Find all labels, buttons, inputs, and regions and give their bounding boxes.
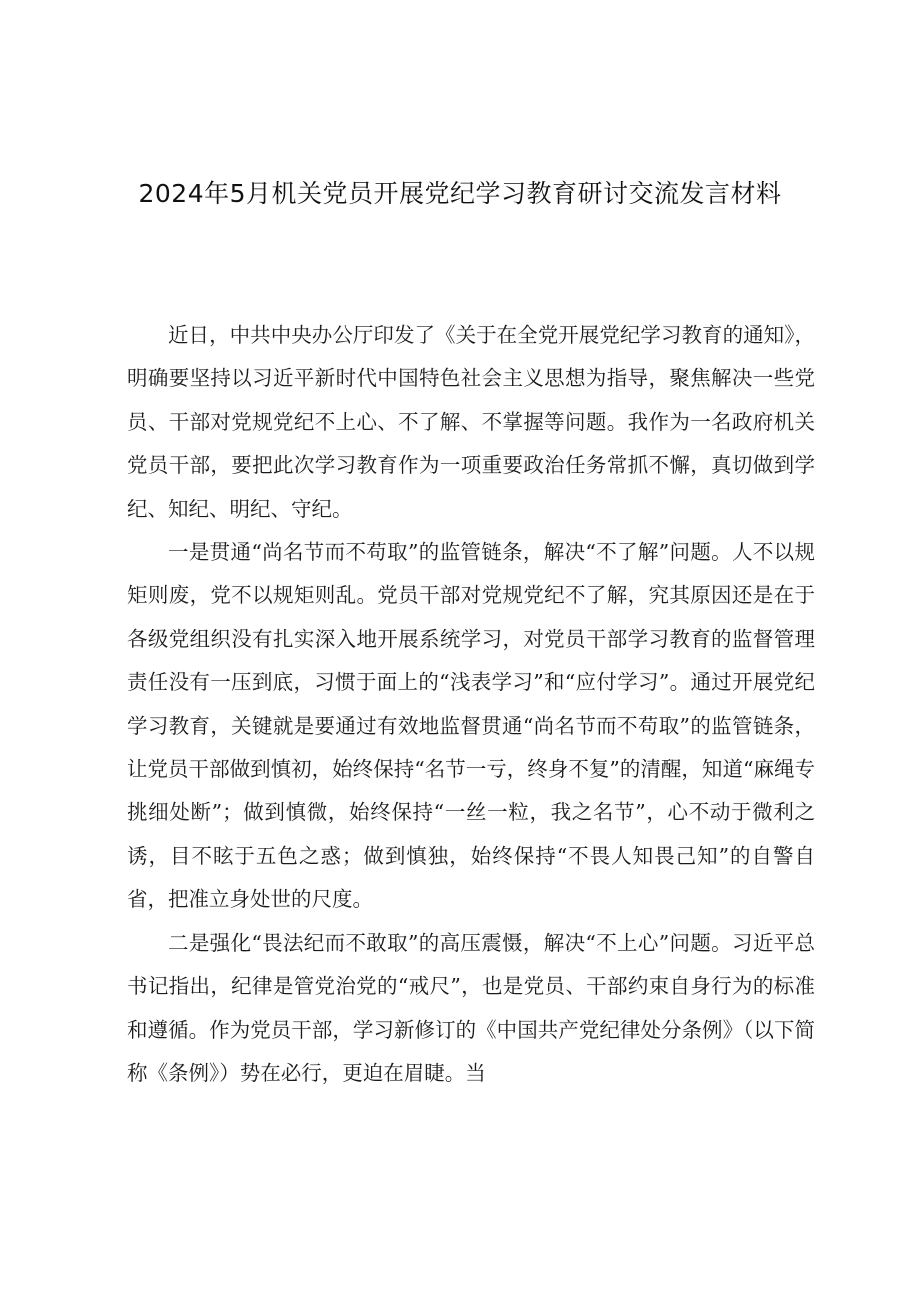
paragraph-3: 二是强化“畏法纪而不敢取”的高压震慑，解决“不上心”问题。习近平总书记指出，纪律是管党治党的“戒尺”，也是党员、干部约束自身行为的标准和遵循。作为党员干部，学习新修订的《中国共产党纪律处分条例》（以下简称《条例》）势在必行，更迫在眉睫。当 [127,930,815,1085]
document-body [127,314,815,1095]
document-title: 2024年5月机关党员开展党纪学习教育研讨交流发言材料 [138,179,782,208]
paragraph-2: 一是贯通“尚名节而不苟取”的监管链条，解决“不了解”问题。人不以规矩则废，党不以规矩则乱。党员干部对党规党纪不了解，究其原因还是在于各级党组织没有扎实深入地开展系统学习，对党员干部学习教育的监督管理责任没有一压到底，习惯于面上的“浅表学习”和“应付学习”。通过开展党纪学习教育，关键就是要通过有效地监督贯通“尚名节而不苟取”的监管链条，让党员干部做到慎初，始终保持“名节一亏，终身不复”的清醒，知道“麻绳专挑细处断”；做到慎微，始终保持“一丝一粒，我之名节”，心不动于微利之诱，目不眩于五色之惑；做到慎独，始终保持“不畏人知畏己知”的自警自省，把准立身处世的尺度。 [127,540,815,912]
paragraph-1: 近日，中共中央办公厅印发了《关于在全党开展党纪学习教育的通知》，明确要坚持以习近平新时代中国特色社会主义思想为指导，聚焦解决一些党员、干部对党规党纪不上心、不了解、不掌握等问题。我作为一名政府机关党员干部，要把此次学习教育作为一项重要政治任务常抓不懈，真切做到学纪、知纪、明纪、守纪。 [127,323,815,521]
